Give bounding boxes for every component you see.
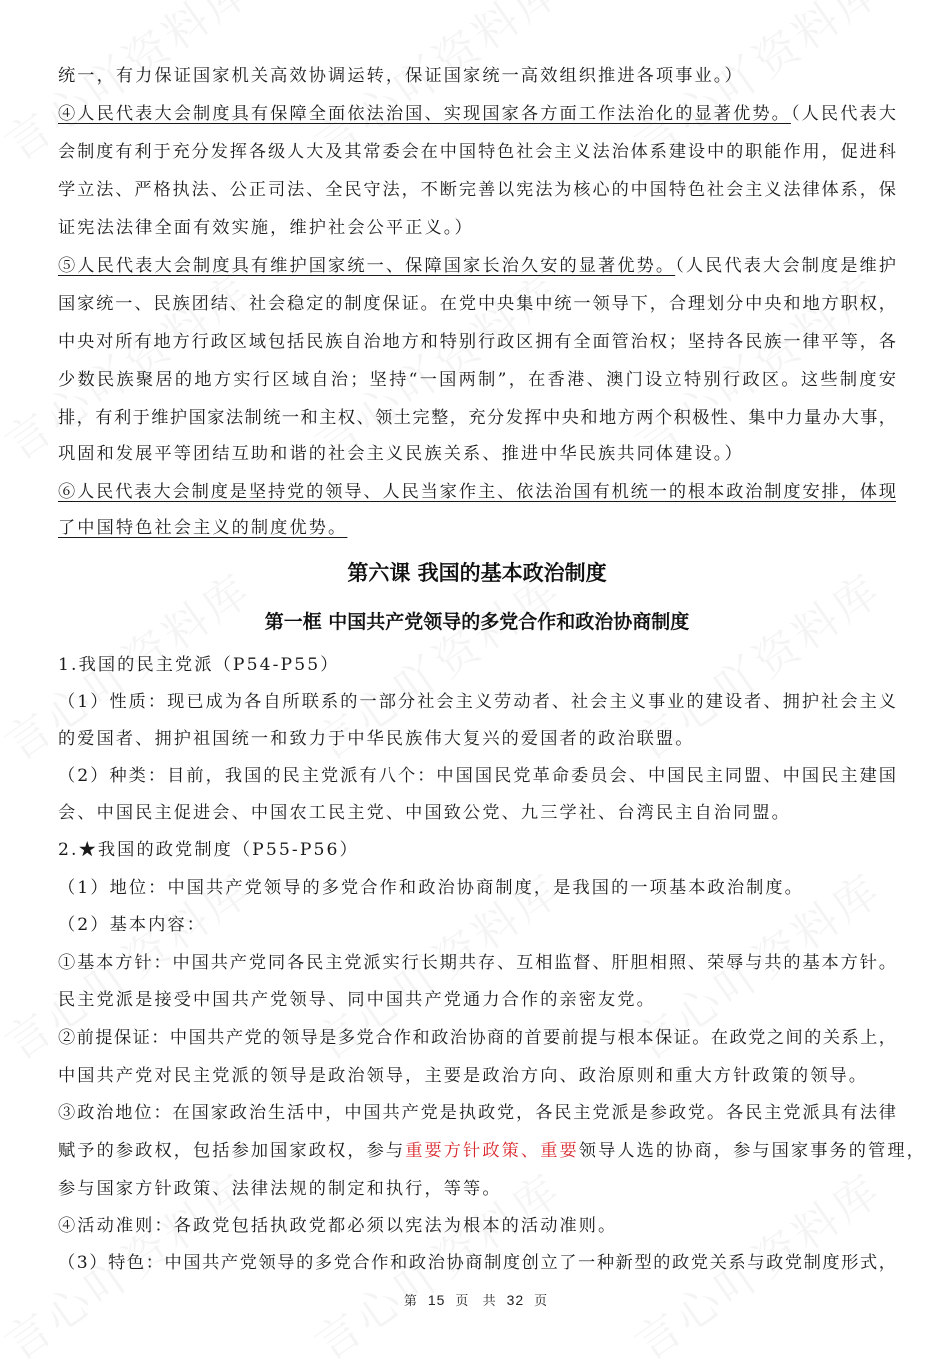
watermark [300,255,573,473]
paragraph-line: ①基本方针：中国共产党同各民主党派实行长期共存、互相监督、肝胆相照、荣辱与共的基本方针。 [58,953,896,973]
paragraph-line: 中国共产党对民主党派的领导是政治领导，主要是政治方向、政治原则和重大方针政策的领导。 [58,1066,869,1086]
highlighted-text: 重要方针政策、重要 [405,1141,579,1161]
paragraph-line [58,1139,926,1163]
paragraph-line: 参与国家方针政策、法律法规的制定和执行，等等。 [58,1179,502,1199]
paragraph-line: 统一，有力保证国家机关高效协调运转，保证国家统一高效组织推进各项事业。） [58,66,744,86]
paragraph-line: 的爱国者、拥护祖国统一和致力于中华民族伟大复兴的爱国者的政治联盟。 [58,729,695,749]
paragraph-text: 赋予的参政权，包括参加国家政权，参与 [58,1141,406,1161]
page-footer [0,1290,952,1309]
subheading: 1.我国的民主党派（P54-P55） [58,655,340,675]
paragraph-text: 领导人选的协商，参与国家事务的管理， [578,1141,926,1161]
watermark [0,255,263,473]
paragraph-text: （人民代表大 [790,104,899,124]
total-pages: 32 [506,1292,525,1308]
paragraph-line: （1）性质：现已成为各自所联系的一部分社会主义劳动者、社会主义事业的建设者、拥护社会主义 [58,692,896,712]
paragraph-line: ④活动准则：各政党包括执政党都必须以宪法为根本的活动准则。 [58,1216,618,1236]
subheading: 2.★我国的政党制度（P55-P56） [58,840,359,860]
underlined-key-point [58,516,896,540]
paragraph-line: 国家统一、民族团结、社会稳定的制度保证。在党中央集中统一领导下，合理划分中央和地方职权， [58,294,896,314]
paragraph-line: （3）特色：中国共产党领导的多党合作和政治协商制度创立了一种新型的政党关系与政党制度形式， [58,1253,896,1273]
paragraph-line: 会、中国民主促进会、中国农工民主党、中国致公党、九三学社、台湾民主自治同盟。 [58,803,791,823]
current-page-number: 15 [427,1292,446,1308]
paragraph-line: （1）地位：中国共产党领导的多党合作和政治协商制度，是我国的一项基本政治制度。 [58,878,804,898]
underlined-key-point: ⑤人民代表大会制度具有维护国家统一、保障国家长治久安的显著优势。 [58,256,676,276]
paragraph-line: （2）种类：目前，我国的民主党派有八个：中国国民党革命委员会、中国民主同盟、中国民主建国 [58,766,896,786]
paragraph-line: 巩固和发展平等团结互助和谐的社会主义民族关系、推进中华民族共同体建设。） [58,444,744,464]
paragraph-line: 民主党派是接受中国共产党领导、同中国共产党通力合作的亲密友党。 [58,990,656,1010]
paragraph-line: 证宪法法律全面有效实施，维护社会公平正义。） [58,218,474,238]
footer-text: 第 [403,1294,418,1309]
footer-text: 页 [534,1294,549,1309]
underlined-text: 了中国特色社会主义的制度优势。 [58,518,348,538]
paragraph-line: ③政治地位：在国家政治生活中，中国共产党是执政党，各民主党派是参政党。各民主党派具有法律 [58,1103,896,1123]
paragraph-line: （2）基本内容： [58,915,207,935]
paragraph-line [58,102,899,126]
watermark [620,255,893,473]
paragraph-line: 少数民族聚居的地方实行区域自治；坚持“一国两制”，在香港、澳门设立特别行政区。这些制度安 [58,370,896,390]
footer-text: 页 [455,1294,470,1309]
footer-text: 共 [482,1294,497,1309]
underlined-key-point: ⑥人民代表大会制度是坚持党的领导、人民当家作主、依法治国有机统一的根本政治制度安排，体现 [58,482,896,502]
paragraph-line: 会制度有利于充分发挥各级人大及其常委会在中国特色社会主义法治体系建设中的职能作用，促进科 [58,142,896,162]
paragraph-line: 排，有利于维护国家法制统一和主权、领土完整，充分发挥中央和地方两个积极性、集中力量办大事， [58,408,896,428]
lesson-title: 第六课 我国的基本政治制度 [347,561,607,585]
paragraph-line [58,254,899,278]
section-title: 第一框 中国共产党领导的多党合作和政治协商制度 [264,611,690,633]
paragraph-line: 中央对所有地方行政区域包括民族自治地方和特别行政区拥有全面管治权；坚持各民族一律平等，各 [58,332,896,352]
underlined-key-point: ④人民代表大会制度具有保障全面依法治国、实现国家各方面工作法治化的显著优势。 [58,104,791,124]
paragraph-line: 学立法、严格执法、公正司法、全民守法，不断完善以宪法为核心的中国特色社会主义法律体系，保 [58,180,896,200]
paragraph-text: （人民代表大会制度是维护 [675,256,899,276]
paragraph-line: ②前提保证：中国共产党的领导是多党合作和政治协商的首要前提与根本保证。在政党之间的关系上， [58,1028,896,1048]
